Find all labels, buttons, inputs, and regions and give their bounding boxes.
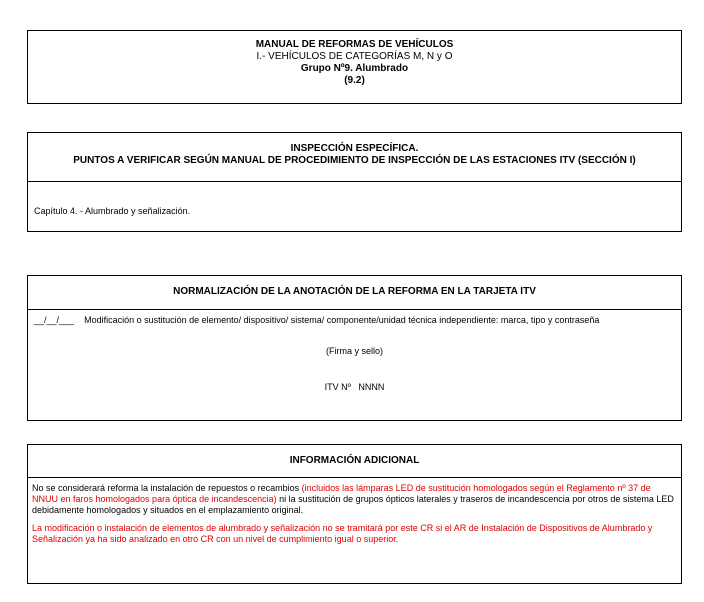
inspection-subtitle: PUNTOS A VERIFICAR SEGÚN MANUAL DE PROCEDIMIENTO DE INSPECCIÓN DE LAS ESTACIONES ITV (SECCIÓN I) xyxy=(73,155,636,166)
manual-title: MANUAL DE REFORMAS DE VEHÍCULOS xyxy=(255,39,454,50)
normalization-title: NORMALIZACIÓN DE LA ANOTACIÓN DE LA REFORMA EN LA TARJETA ITV xyxy=(173,286,536,297)
date-blank: __/__/___ xyxy=(34,315,75,325)
manual-subtitle: I.- VEHÍCULOS DE CATEGORÍAS M, N y O xyxy=(256,51,453,62)
inspection-title: INSPECCIÓN ESPECÍFICA. xyxy=(290,143,419,154)
normalization-header xyxy=(28,276,681,310)
itv-number: ITV Nº NNNN xyxy=(324,382,385,392)
inspection-header xyxy=(28,133,681,182)
info-p1-red: (incluidos las lámparas LED de sustitución homologados según el Reglamento nº 37 de NNUU en faros homologados para óptica de incandescencia) xyxy=(32,483,651,504)
info-paragraph-1 xyxy=(28,478,681,516)
manual-header-box xyxy=(27,30,682,104)
group-title: Grupo Nº9. Alumbrado xyxy=(300,63,409,74)
group-code: (9.2) xyxy=(344,75,365,86)
annotation-text: Modificación o sustitución de elemento/ dispositivo/ sistema/ componente/unidad técnica independiente: marca, tipo y contraseña xyxy=(84,315,600,325)
normalization-box xyxy=(27,275,682,421)
info-p1-start: No se considerará reforma la instalación de repuestos o recambios xyxy=(32,483,302,493)
info-p1-end: ni la sustitución de grupos ópticos laterales y traseros de incandescencia por otros de sistema LED debidamente homologados y situados en el emplazamiento original. xyxy=(32,494,674,515)
info-paragraph-2: La modificación o instalación de elementos de alumbrado y señalización no se tramitará por este CR si el AR de Instalación de Dispositivos de Alumbrado y Señalización ya ha sido analizado en otro CR con un nivel de cumplimiento igual o superior. xyxy=(32,523,653,544)
inspection-box xyxy=(27,132,682,232)
annotation-line xyxy=(28,310,681,326)
inspection-chapter: Capítulo 4. - Alumbrado y señalización. xyxy=(34,206,191,216)
info-header xyxy=(28,445,681,478)
info-title: INFORMACIÓN ADICIONAL xyxy=(289,455,420,466)
info-box xyxy=(27,444,682,584)
signature-label: (Firma y sello) xyxy=(325,346,383,356)
